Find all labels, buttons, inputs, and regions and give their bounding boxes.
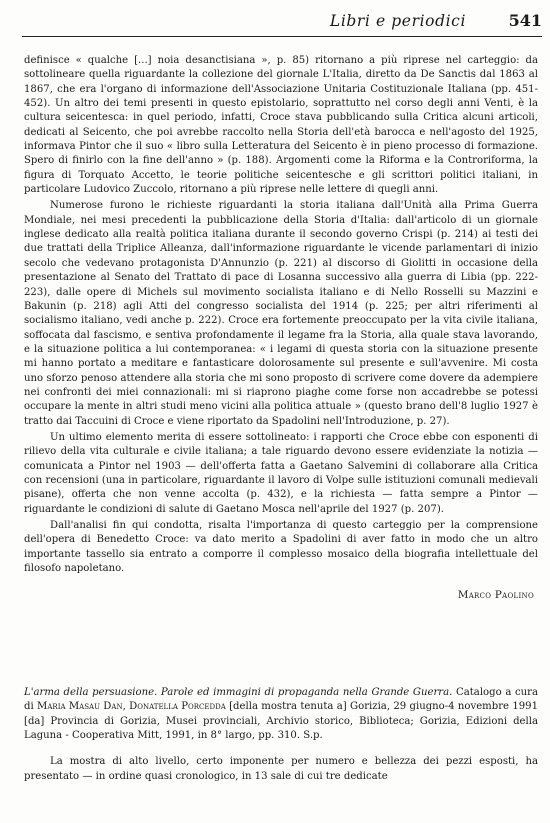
- citation-text: [della mostra tenuta a] Gorizia, 29 giugno-4 novembre 1991 [da] Provincia di Gorizia, Musei provinciali, Archivio storico, Biblioteca; Gorizia, Edizioni della Laguna - Cooperativa Mitt, 1991, in 8° largo, pp. 310. S.p.: [24, 701, 539, 742]
- paragraph: Numerose furono le richieste riguardanti la storia italiana dall'Unità alla Prima Guerra Mondiale, nei mesi precedenti la pubblicazione della Storia d'Italia: dall'articolo di un giornale inglese dedicato alla realtà politica italiana durante il secondo governo Crispi (p. 214) ai testi dei due trattati della Triplice Alleanza, dall'informazione riguardante le vicende parlamentari di inizio secolo che vedevano protagonista D'Annunzio (p. 221) al discorso di Giolitti in occasione della presentazione al Senato del Trattato di pace di Losanna successivo alla guerra di Libia (pp. 222-223), dalle opere di Michels sul movimento socialista italiano e di Nello Rosselli su Mazzini e Bakunin (p. 218) agli Atti del congresso socialista del 1914 (p. 225; per altri riferimenti al socialismo italiano, vedi anche p. 222). Croce era fortemente preoccupato per la vita civile italiana, soffocata dal fascismo, e sentiva profondamente il legame fra la Storia, alla quale stava lavorando, e la situazione politica a lui contemporanea: « i legami di questa storia con la situazione presente mi hanno portato a meditare e fantasticare dolorosamente sul presente e sull'avvenire. Mi costa uno sforzo penoso attendere alla storia che mi sono proposto di scrivere come dovere da adempiere nei confronti dei miei connazionali: mi si riaprono piaghe come forse non accadrebbe se potessi occupare la mente in altri studi meno vicini alla politica attuale » (questo brano dell'8 luglio 1927 è tratto dai Taccuini di Croce e viene riportato da Spadolini nell'Introduzione, p. 27).: [24, 200, 538, 427]
- book-review: [24, 686, 538, 784]
- paragraph: La mostra di alto livello, certo imponente per numero e bellezza dei pezzi esposti, ha presentato — in ordine quasi cronologico, in 13 sale di cui tre dedicate: [24, 756, 538, 782]
- paragraph: definisce « qualche [...] noia desanctisiana », p. 85) ritornano a più riprese nel carteggio: da sottolineare quella riguardante la collezione del giornale L'Italia, diretto da De Sanctis dal 1863 al 1867, che era l'organo di informazione dell'Associazione Unitaria Costituzionale Italiana (pp. 451-452). Un altro dei temi presenti in questo epistolario, soprattutto nel corso degli anni Venti, è la cultura seicentesca: in quel periodo, infatti, Croce stava pubblicando sulla Critica alcuni articoli, dedicati al Seicento, che poi avrebbe raccolto nella Storia dell'età barocca e nell'agosto del 1925, informava Pintor che il suo « libro sulla Letteratura del Seicento è in pieno processo di formazione. Spero di finirlo con la fine dell'anno » (p. 188). Argomenti come la Riforma e la Controriforma, la figura di Torquato Accetto, le teorie politiche seicentesche e gli scrittori politici italiani, in particolare Ludovico Zuccolo, ritornano a più riprese nelle lettere di quegli anni.: [24, 55, 538, 196]
- citation-text: ,: [122, 701, 130, 713]
- running-header: [22, 10, 542, 37]
- paragraph: Un ultimo elemento merita di essere sottolineato: i rapporti che Croce ebbe con esponenti di rilievo della vita culturale e civile italiana; a tale riguardo devono essere evidenziate la notizia — comunicata a Pintor nel 1903 — dell'offerta fatta a Gaetano Salvemini di collaborare alla Critica con recensioni (una in particolare, riguardante il lavoro di Volpe sulle istituzioni comunali medievali pisane), offerta che non venne accolta (p. 432), e la richiesta — fatta sempre a Pintor — riguardante le condizioni di salute di Gaetano Mosca nell'aprile del 1927 (p. 207).: [24, 431, 538, 515]
- curator-name: Maria Masau Dan: [37, 701, 123, 713]
- author-signature: Marco Paolino: [457, 589, 534, 602]
- running-title: Libri e periodici: [329, 12, 466, 30]
- review-title: L'arma della persuasione. Parole ed immagini di propaganda nella Grande Guerra.: [24, 687, 453, 698]
- article-body: [24, 54, 538, 603]
- page-number: 541: [508, 11, 542, 30]
- paragraph: Dall'analisi fin qui condotta, risalta l'importanza di questo carteggio per la comprensione dell'opera di Benedetto Croce: va dato merito a Spadolini di aver fatto in modo che un altro importante tassello sia entrato a comporre il complesso mosaico della biografia intellettuale del filosofo napoletano.: [24, 520, 538, 575]
- citation-text: Catalogo a cura di: [24, 687, 538, 713]
- review-citation: [24, 686, 538, 743]
- curator-name: Donatella Porcedda: [129, 701, 226, 713]
